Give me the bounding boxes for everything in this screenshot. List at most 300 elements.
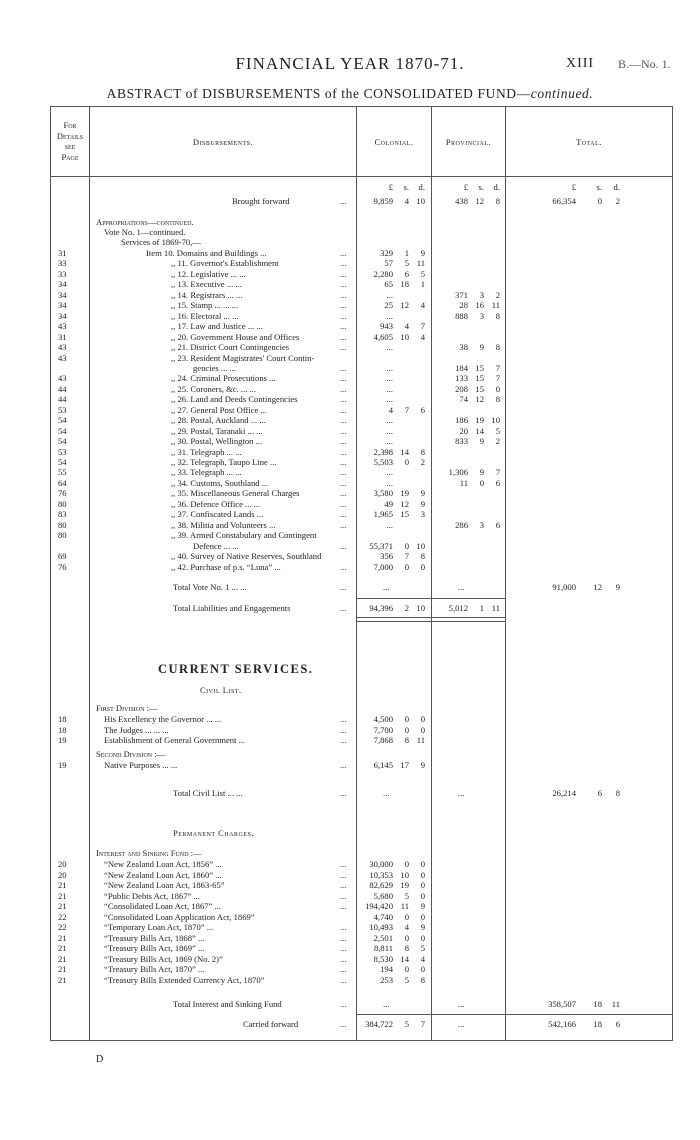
pounds: ... <box>386 383 393 394</box>
provincial-amount <box>432 603 500 614</box>
table-row <box>0 426 700 437</box>
pence: 11 <box>491 300 500 311</box>
shillings: 19 <box>400 488 409 499</box>
leader-dots: ... <box>340 890 347 901</box>
shillings: 5 <box>404 974 409 985</box>
total-civil-list-row <box>0 788 700 799</box>
table-row <box>0 467 700 478</box>
colonial-amount <box>357 363 425 374</box>
shillings: 19 <box>475 415 484 426</box>
colonial-amount <box>357 725 425 736</box>
colonial-amount <box>357 269 425 280</box>
leader-dots: ... <box>340 760 347 770</box>
leader-dots: ... <box>340 561 347 572</box>
pence: 7 <box>420 1019 425 1029</box>
colonial-amount <box>357 714 425 725</box>
shillings: 6 <box>404 268 409 279</box>
pounds: 7,868 <box>373 735 393 745</box>
pounds: 1,306 <box>448 467 468 478</box>
pounds: 26,214 <box>552 788 576 798</box>
provincial-empty: ... <box>458 999 465 1009</box>
civil-list-heading: Civil List. <box>200 685 242 695</box>
pounds: 208 <box>455 383 468 394</box>
leader-dots: ... <box>340 869 347 880</box>
colonial-amount <box>357 258 425 269</box>
pence <box>409 436 425 447</box>
colonial-amount <box>357 279 425 290</box>
provincial-amount <box>432 426 500 437</box>
shillings <box>393 342 409 353</box>
table-row <box>0 248 700 259</box>
leader-dots: ... <box>340 859 347 869</box>
second-division-heading: Second Division :— <box>96 749 166 759</box>
pounds: 94,396 <box>369 603 393 613</box>
detail-page: 18 <box>58 714 67 724</box>
native-purposes-label: Native Purposes ... ... <box>104 760 178 770</box>
table-row <box>0 363 700 374</box>
detail-page: 34 <box>58 279 67 290</box>
item-description: Item 10. Domains and Buildings ... <box>146 248 267 258</box>
pounds: 194 <box>380 964 393 974</box>
leader-dots: ... <box>340 383 347 394</box>
pence: 8 <box>495 342 500 353</box>
pounds: 11 <box>459 477 468 488</box>
table-row <box>0 975 700 986</box>
colonial-amount <box>357 760 425 771</box>
shillings: 14 <box>400 953 409 964</box>
total-amount <box>518 999 620 1010</box>
total-amount <box>518 788 620 799</box>
pence: 9 <box>420 498 425 509</box>
details-word-3: see <box>64 141 76 151</box>
pence: 0 <box>420 964 425 974</box>
total-amount <box>518 196 620 207</box>
shillings-sign: s. <box>403 182 409 192</box>
shillings: 16 <box>475 300 484 311</box>
disbursements-header: Disbursements. <box>192 137 254 147</box>
leader-dots: ... <box>340 362 347 373</box>
pence: 0 <box>495 383 500 394</box>
leader-dots: ... <box>340 1019 347 1029</box>
pounds: 4,605 <box>373 331 393 342</box>
item-description: ,, 29. Postal, Taranaki ... ... <box>171 425 263 436</box>
pounds: 542,166 <box>548 1019 576 1029</box>
table-row <box>0 488 700 499</box>
shillings: 0 <box>404 932 409 943</box>
appropriations-heading: Appropriations—continued. <box>96 217 194 227</box>
pounds: 9,859 <box>373 196 393 206</box>
detail-page: 54 <box>58 415 67 426</box>
item-description: ,, 35. Miscellaneous General Charges <box>171 488 300 499</box>
leader-dots: ... <box>340 258 347 269</box>
pounds: ... <box>386 519 393 530</box>
shillings <box>393 520 409 531</box>
carried-forward-row <box>0 1019 700 1030</box>
leader-dots: ... <box>340 540 347 551</box>
pence: 6 <box>495 519 500 530</box>
pounds: 10,353 <box>369 869 393 880</box>
pounds: 82,629 <box>369 880 393 890</box>
total-amount <box>518 582 620 593</box>
pence: 9 <box>420 488 425 499</box>
table-row <box>0 541 700 552</box>
pounds: 57 <box>384 258 393 269</box>
colonial-empty: ... <box>383 788 390 798</box>
detail-page: 80 <box>58 530 67 541</box>
leader-dots: ... <box>340 289 347 300</box>
colonial-amount <box>357 467 425 478</box>
provincial-amount <box>432 290 500 301</box>
colonial-amount <box>357 603 425 614</box>
colonial-amount <box>357 311 425 322</box>
pounds: 194,420 <box>365 901 393 911</box>
table-row <box>0 891 700 902</box>
pence <box>409 363 425 374</box>
detail-page: 76 <box>58 561 67 572</box>
detail-page: 43 <box>58 373 67 384</box>
total-liabilities-row <box>0 603 700 614</box>
item-description: “Treasury Bills Act, 1868” ... <box>104 932 205 943</box>
leader-dots: ... <box>340 788 347 798</box>
item-description: ,, 34. Customs, Southland ... <box>171 477 269 488</box>
total-interest-row <box>0 999 700 1010</box>
detail-page: 20 <box>58 859 67 869</box>
shillings: 4 <box>404 922 409 932</box>
shillings: 0 <box>479 477 484 488</box>
leader-dots: ... <box>340 999 347 1009</box>
colonial-amount <box>357 332 425 343</box>
pence: 7 <box>495 467 500 478</box>
page-number: XIII <box>566 56 595 71</box>
pence: 0 <box>420 561 425 572</box>
item-description: ,, 36. Defence Office ... ... <box>171 498 261 509</box>
pounds: 49 <box>384 498 393 509</box>
pence: 0 <box>420 932 425 943</box>
item-description: “New Zealand Loan Act, 1863-65” <box>104 880 225 890</box>
shillings: 18 <box>400 279 409 290</box>
rule-before-carried <box>356 1014 672 1015</box>
item-description: ,, 31. Telegraph ... ... <box>171 446 242 457</box>
pence: 1 <box>420 279 425 290</box>
leader-dots: ... <box>340 582 347 592</box>
pence: 10 <box>416 603 425 613</box>
table-row <box>0 954 700 965</box>
detail-page: 21 <box>58 964 67 974</box>
detail-page: 21 <box>58 932 67 943</box>
pounds: 371 <box>455 289 468 300</box>
pounds: 133 <box>455 373 468 384</box>
shillings: 5 <box>404 1019 409 1029</box>
colonial-currency <box>357 182 425 193</box>
pounds: 1,965 <box>373 509 393 520</box>
shillings: 14 <box>400 446 409 457</box>
item-description: ,, 20. Government House and Offices <box>171 331 300 342</box>
shillings: 12 <box>475 196 484 206</box>
detail-page: 69 <box>58 551 67 562</box>
leader-dots: ... <box>340 415 347 426</box>
colonial-amount <box>357 384 425 395</box>
detail-page: 18 <box>58 724 67 735</box>
total-liabilities-label: Total Liabilities and Engagements <box>173 603 291 613</box>
leader-dots: ... <box>340 488 347 499</box>
pence: 8 <box>420 551 425 562</box>
brought-forward-label: Brought forward <box>232 196 290 206</box>
pounds: 356 <box>380 551 393 562</box>
table-row <box>0 457 700 468</box>
item-description: “Treasury Bills Act, 1869 (No. 2)” <box>104 953 223 964</box>
current-services-heading: CURRENT SERVICES. <box>158 662 314 676</box>
table-row <box>0 258 700 269</box>
pence: 11 <box>416 735 425 745</box>
colonial-amount <box>357 541 425 552</box>
shillings: 14 <box>475 425 484 436</box>
leader-dots: ... <box>340 373 347 384</box>
pounds: 65 <box>384 279 393 290</box>
currency-row <box>0 182 700 193</box>
shillings: 6 <box>597 788 602 798</box>
pounds: ... <box>386 425 393 436</box>
pence: 8 <box>495 310 500 321</box>
table-row <box>0 870 700 881</box>
pounds: 91,000 <box>552 582 576 592</box>
shillings: 9 <box>479 436 484 447</box>
pence: 7 <box>420 321 425 332</box>
colonial-amount <box>357 562 425 573</box>
pound-sign: £ <box>463 182 468 192</box>
table-row <box>0 321 700 332</box>
colonial-amount <box>357 373 425 384</box>
shillings <box>393 373 409 384</box>
rule-top <box>50 106 673 107</box>
pence: 3 <box>420 509 425 520</box>
leader-dots: ... <box>340 310 347 321</box>
table-row <box>0 922 700 933</box>
leader-dots: ... <box>340 964 347 974</box>
pence: 8 <box>495 196 500 206</box>
item-description: “Public Debts Act, 1867” ... <box>104 890 200 901</box>
provincial-amount <box>432 342 500 353</box>
pounds: 438 <box>455 196 468 206</box>
provincial-amount <box>432 436 500 447</box>
table-row <box>0 562 700 573</box>
services-heading: Services of 1869-70,— <box>121 237 201 247</box>
leader-dots: ... <box>340 300 347 311</box>
pounds: 4,500 <box>373 714 393 724</box>
colonial-header: Colonial. <box>374 137 414 147</box>
total-header: Total. <box>576 137 602 147</box>
shillings: 0 <box>404 714 409 724</box>
item-description: ,, 26. Land and Deeds Contingencies <box>171 394 298 405</box>
table-row <box>0 405 700 416</box>
shillings <box>393 478 409 489</box>
leader-dots: ... <box>340 268 347 279</box>
colonial-amount <box>357 394 425 405</box>
shillings: 12 <box>475 394 484 405</box>
colonial-amount <box>357 436 425 447</box>
detail-page: 21 <box>58 943 67 953</box>
pounds: ... <box>386 289 393 300</box>
pence: 9 <box>420 922 425 932</box>
colonial-amount <box>357 870 425 881</box>
pence: 11 <box>611 999 620 1009</box>
table-row <box>0 384 700 395</box>
colonial-amount <box>357 954 425 965</box>
rule-header <box>50 176 673 177</box>
first-division-row <box>0 703 700 714</box>
pence: 9 <box>420 760 425 770</box>
pounds: ... <box>386 362 393 373</box>
shillings: 12 <box>400 498 409 509</box>
rule-bottom <box>50 1040 673 1041</box>
leader-dots: ... <box>340 196 347 206</box>
colonial-amount <box>357 901 425 912</box>
pence <box>409 290 425 301</box>
pence: 7 <box>495 362 500 373</box>
colonial-amount <box>357 342 425 353</box>
shillings: 19 <box>400 880 409 890</box>
leader-dots: ... <box>340 477 347 488</box>
provincial-empty: ... <box>458 1019 465 1029</box>
item-description: “New Zealand Loan Act, 1860” ... <box>104 869 222 880</box>
first-division-heading: First Division :— <box>96 703 158 713</box>
colonial-amount <box>357 196 425 207</box>
table-row <box>0 436 700 447</box>
pounds: 10,493 <box>369 922 393 932</box>
pence: 11 <box>416 258 425 269</box>
leader-dots: ... <box>340 404 347 415</box>
item-description: gencies ... ... <box>193 362 236 373</box>
provincial-amount <box>432 394 500 405</box>
item-description: “Consolidated Loan Application Act, 1869” <box>104 911 255 922</box>
colonial-amount <box>357 735 425 746</box>
table-row <box>0 520 700 531</box>
subtitle-main: ABSTRACT of DISBURSEMENTS of the CONSOLIDATED FUND— <box>106 86 531 101</box>
shillings: 0 <box>404 911 409 922</box>
total-amount <box>518 1019 620 1030</box>
provincial-currency <box>432 182 500 193</box>
interest-heading-row <box>0 848 700 859</box>
permanent-charges-heading: Permanent Charges. <box>173 828 254 838</box>
item-description: ,, 28. Postal, Auckland ... ... <box>171 415 266 426</box>
detail-page: 34 <box>58 289 67 300</box>
table-row <box>0 269 700 280</box>
pence: 5 <box>495 425 500 436</box>
shillings: 8 <box>404 735 409 745</box>
leader-dots: ... <box>340 342 347 353</box>
detail-page: 43 <box>58 342 67 353</box>
pounds: 943 <box>380 321 393 332</box>
table-row <box>0 509 700 520</box>
shillings: 3 <box>479 289 484 300</box>
shillings: 5 <box>404 890 409 901</box>
detail-page: 31 <box>58 248 67 258</box>
detail-page: 54 <box>58 457 67 467</box>
detail-page: 22 <box>58 911 67 922</box>
pence <box>409 373 425 384</box>
pounds: 184 <box>455 362 468 373</box>
pence: 2 <box>495 289 500 300</box>
table-row <box>0 478 700 489</box>
detail-page: 22 <box>58 922 67 932</box>
shillings <box>393 415 409 426</box>
shillings: 12 <box>593 582 602 592</box>
shillings: 3 <box>479 310 484 321</box>
item-description: ,, 27. General Post Office ... <box>171 404 268 415</box>
colonial-amount <box>357 912 425 923</box>
pounds: ... <box>386 394 393 405</box>
item-description: ,, 15. Stamp ... ... ... <box>171 300 239 311</box>
leader-dots: ... <box>340 953 347 964</box>
detail-page: 34 <box>58 300 67 311</box>
item-description: ,, 24. Criminal Prosecutions ... <box>171 373 276 384</box>
pence: 2 <box>495 436 500 447</box>
pence <box>409 415 425 426</box>
colonial-amount <box>357 488 425 499</box>
detail-page: 54 <box>58 425 67 436</box>
leader-dots: ... <box>340 714 347 724</box>
item-description: ,, 17. Law and Justice ... ... <box>171 321 263 332</box>
pounds: ... <box>386 415 393 426</box>
services-heading-row <box>0 237 700 248</box>
shillings: 0 <box>404 724 409 735</box>
pence: 6 <box>615 1019 620 1029</box>
table-row <box>0 300 700 311</box>
pence: 10 <box>416 196 425 206</box>
pence: 9 <box>615 582 620 592</box>
rule-subtotal <box>356 598 505 599</box>
pence: 9 <box>420 248 425 258</box>
pence: 0 <box>420 911 425 922</box>
shillings <box>393 384 409 395</box>
shillings: 5 <box>404 258 409 269</box>
table-row <box>0 373 700 384</box>
pounds: ... <box>386 373 393 384</box>
details-word-4: Page <box>61 151 79 162</box>
leader-dots: ... <box>340 498 347 509</box>
detail-page: 55 <box>58 467 67 478</box>
shillings: 1 <box>404 248 409 258</box>
pence: 5 <box>420 268 425 279</box>
leader-dots: ... <box>340 974 347 985</box>
pence: 8 <box>420 974 425 985</box>
table-row <box>0 290 700 301</box>
details-word-2: Details <box>56 130 84 141</box>
pounds: 2,398 <box>373 446 393 457</box>
item-description: ,, 37. Confiscated Lands ... <box>171 509 264 520</box>
item-description: ,, 25. Coroners, &c. ... ... <box>171 383 256 394</box>
leader-dots: ... <box>340 735 347 745</box>
detail-page: 21 <box>58 974 67 985</box>
total-interest-label: Total Interest and Sinking Fund <box>173 999 282 1009</box>
detail-page: 19 <box>58 760 67 770</box>
colonial-amount <box>357 975 425 986</box>
signature-letter: D <box>96 1054 104 1065</box>
detail-page: 21 <box>58 901 67 911</box>
pounds: ... <box>386 310 393 321</box>
colonial-amount <box>357 290 425 301</box>
table-row <box>0 415 700 426</box>
item-description: His Excellency the Governor ... ... <box>104 714 222 724</box>
detail-page: 44 <box>58 394 67 405</box>
pounds: ... <box>386 467 393 478</box>
detail-page: 34 <box>58 310 67 321</box>
pound-sign: £ <box>388 182 393 192</box>
colonial-amount <box>357 933 425 944</box>
table-row <box>0 332 700 343</box>
table-row <box>0 880 700 891</box>
leader-dots: ... <box>340 724 347 735</box>
colonial-empty: ... <box>383 582 390 592</box>
